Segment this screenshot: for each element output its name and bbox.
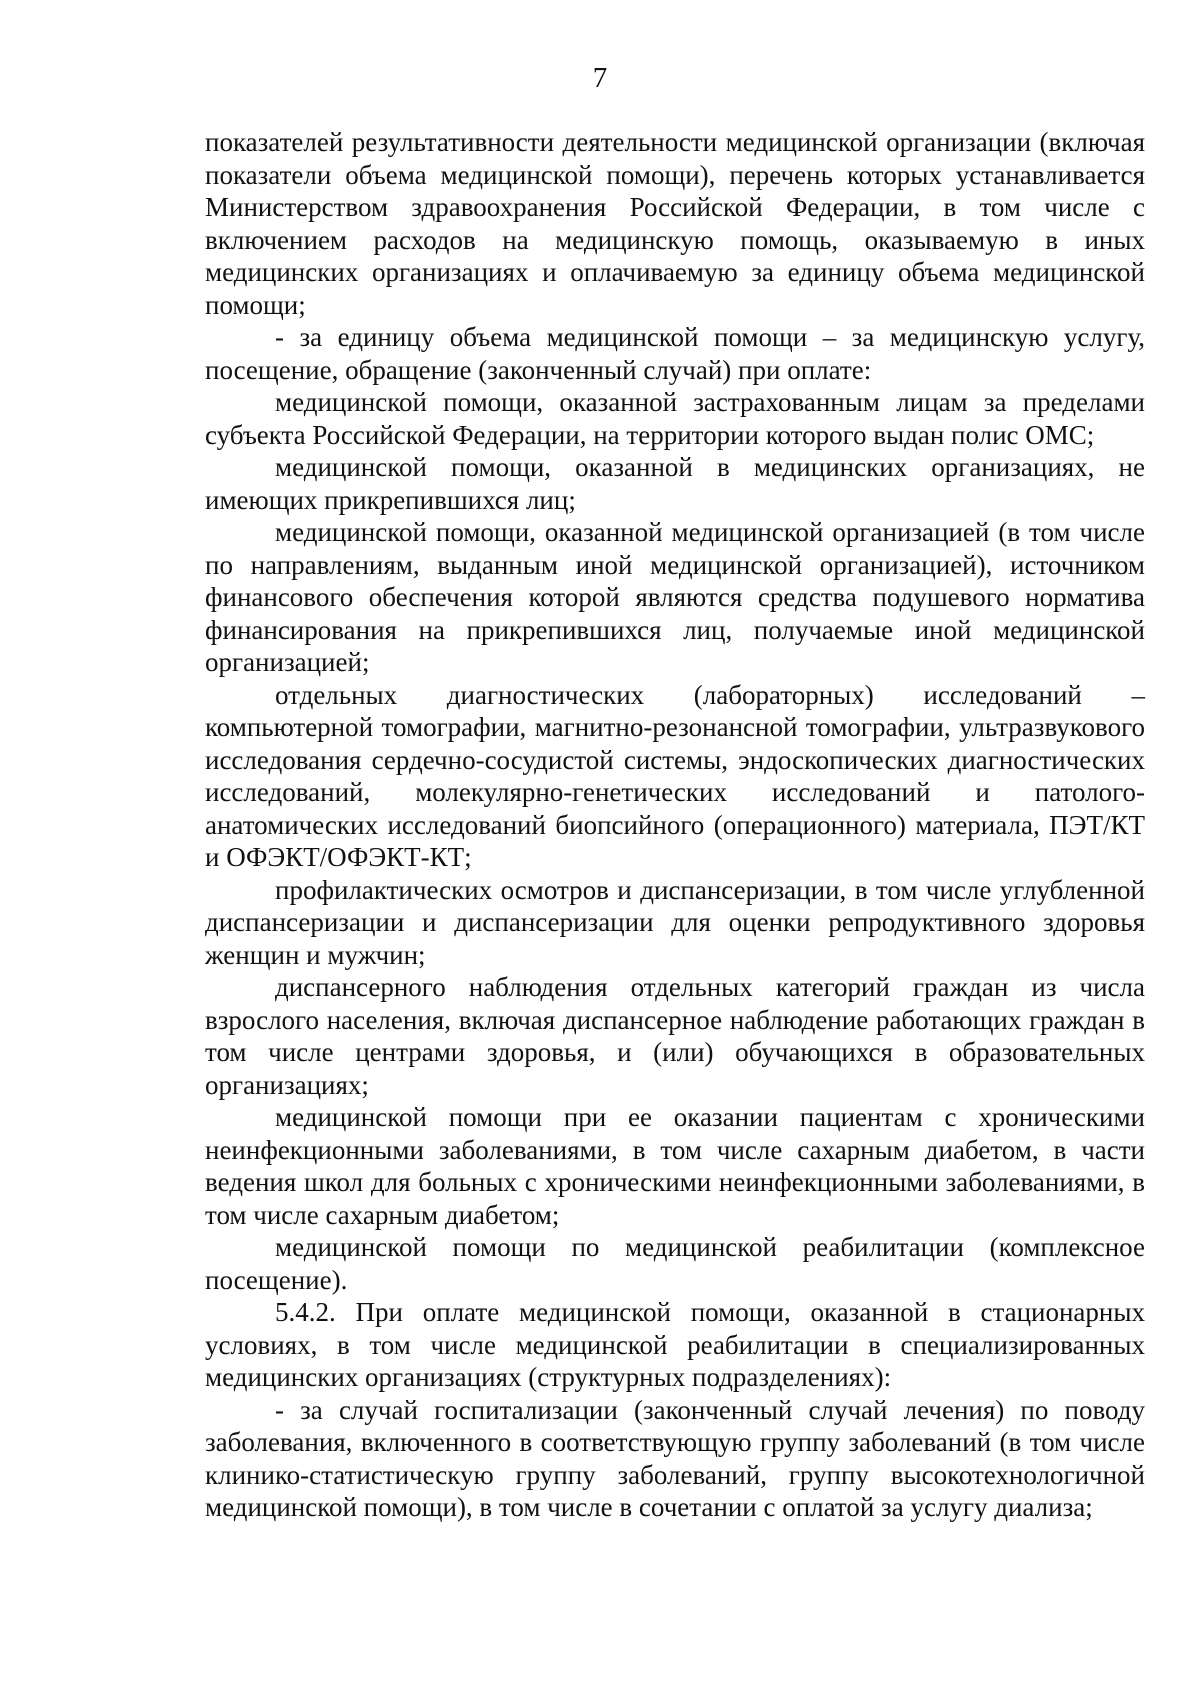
paragraph: медицинской помощи, оказанной медицинской организацией (в том числе по направлениям, выданным иной медицинской организацией), источником финансового обеспечения которой являются средства подушевого норматива финансирования на прикрепившихся лиц, получаемые иной медицинской организацией; (205, 517, 1145, 677)
paragraph: 5.4.2. При оплате медицинской помощи, оказанной в стационарных условиях, в том числе медицинской реабилитации в специализированных медицинских организациях (структурных подразделениях): (205, 1297, 1145, 1392)
paragraph: профилактических осмотров и диспансеризации, в том числе углубленной диспансеризации и диспансеризации для оценки репродуктивного здоровья женщин и мужчин; (205, 874, 1145, 970)
paragraph: - за единицу объема медицинской помощи – за медицинскую услугу, посещение, обращение (законченный случай) при оплате: (205, 322, 1145, 385)
paragraph: медицинской помощи, оказанной в медицинских организациях, не имеющих прикрепившихся лиц; (205, 452, 1145, 515)
page-number: 7 (592, 62, 608, 94)
paragraph: диспансерного наблюдения отдельных категорий граждан из числа взрослого населения, включая диспансерное наблюдение работающих граждан в том числе центрами здоровья, и (или) обучающихся в образовательных организациях; (205, 972, 1145, 1100)
paragraph: медицинской помощи при ее оказании пациентам с хроническими неинфекционными заболеваниями, в том числе сахарным диабетом, в части ведения школ для больных с хроническими неинфекционными заболеваниями, в том числе сахарным диабетом; (205, 1102, 1145, 1230)
paragraph: медицинской помощи по медицинской реабилитации (комплексное посещение). (205, 1232, 1145, 1295)
paragraph: отдельных диагностических (лабораторных) исследований – компьютерной томографии, магнитно-резонансной томографии, ультразвукового исследования сердечно-сосудистой системы, эндоскопических диагностических исследований, молекулярно-генетических исследований и патолого-анатомических исследований биопсийного (операционного) материала, ПЭТ/КТ и ОФЭКТ/ОФЭКТ-КТ; (205, 679, 1145, 872)
paragraph: - за случай госпитализации (законченный случай лечения) по поводу заболевания, включенного в соответствующую группу заболеваний (в том числе клинико-статистическую группу заболеваний, группу высокотехнологичной медицинской помощи), в том числе в сочетании с оплатой за услугу диализа; (205, 1394, 1145, 1522)
paragraph: показателей результативности деятельности медицинской организации (включая показатели объема медицинской помощи), перечень которых устанавливается Министерством здравоохранения Российской Федерации, в том числе с включением расходов на медицинскую помощь, оказываемую в иных медицинских организациях и оплачиваемую за единицу объема медицинской помощи; (205, 127, 1145, 320)
body-text (205, 126, 1145, 1524)
paragraph: медицинской помощи, оказанной застрахованным лицам за пределами субъекта Российской Федерации, на территории которого выдан полис ОМС; (205, 387, 1145, 450)
